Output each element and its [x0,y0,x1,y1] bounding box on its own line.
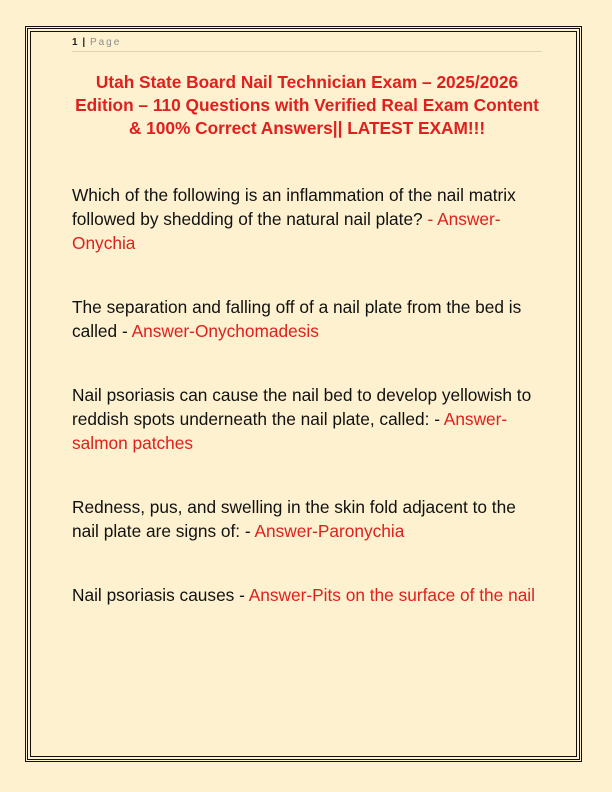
question-item [72,583,546,607]
question-item [72,383,546,455]
answer-text: Answer-Onychomadesis [131,321,319,341]
page-label: Page [89,37,122,48]
question-item [72,295,546,343]
page-number: 1 [72,37,78,48]
question-item [72,183,546,255]
question-text: Redness, pus, and swelling in the skin fold adjacent to the nail plate are signs of: - [72,497,516,541]
answer-text: - Answer-Onychia [72,209,501,253]
page-separator: | [82,37,86,48]
question-item [72,495,546,543]
question-text: Nail psoriasis causes - [72,585,249,605]
question-text: The separation and falling off of a nail plate from the bed is called - [72,297,522,341]
answer-text: Answer-Paronychia [254,521,405,541]
page-header [72,37,542,52]
question-text: Nail psoriasis can cause the nail bed to develop yellowish to reddish spots underneath the nail plate, called: - [72,385,532,429]
document-title: Utah State Board Nail Technician Exam – 2025/2026 Edition – 110 Questions with Verified Real Exam Content & 100% Correct Answers|| LATEST EXAM!!! [75,72,539,138]
answer-text: Answer-salmon patches [72,409,508,453]
question-text: Which of the following is an inflammation of the nail matrix followed by shedding of the natural nail plate? [72,185,516,229]
answer-text: Answer-Pits on the surface of the nail [248,585,535,605]
